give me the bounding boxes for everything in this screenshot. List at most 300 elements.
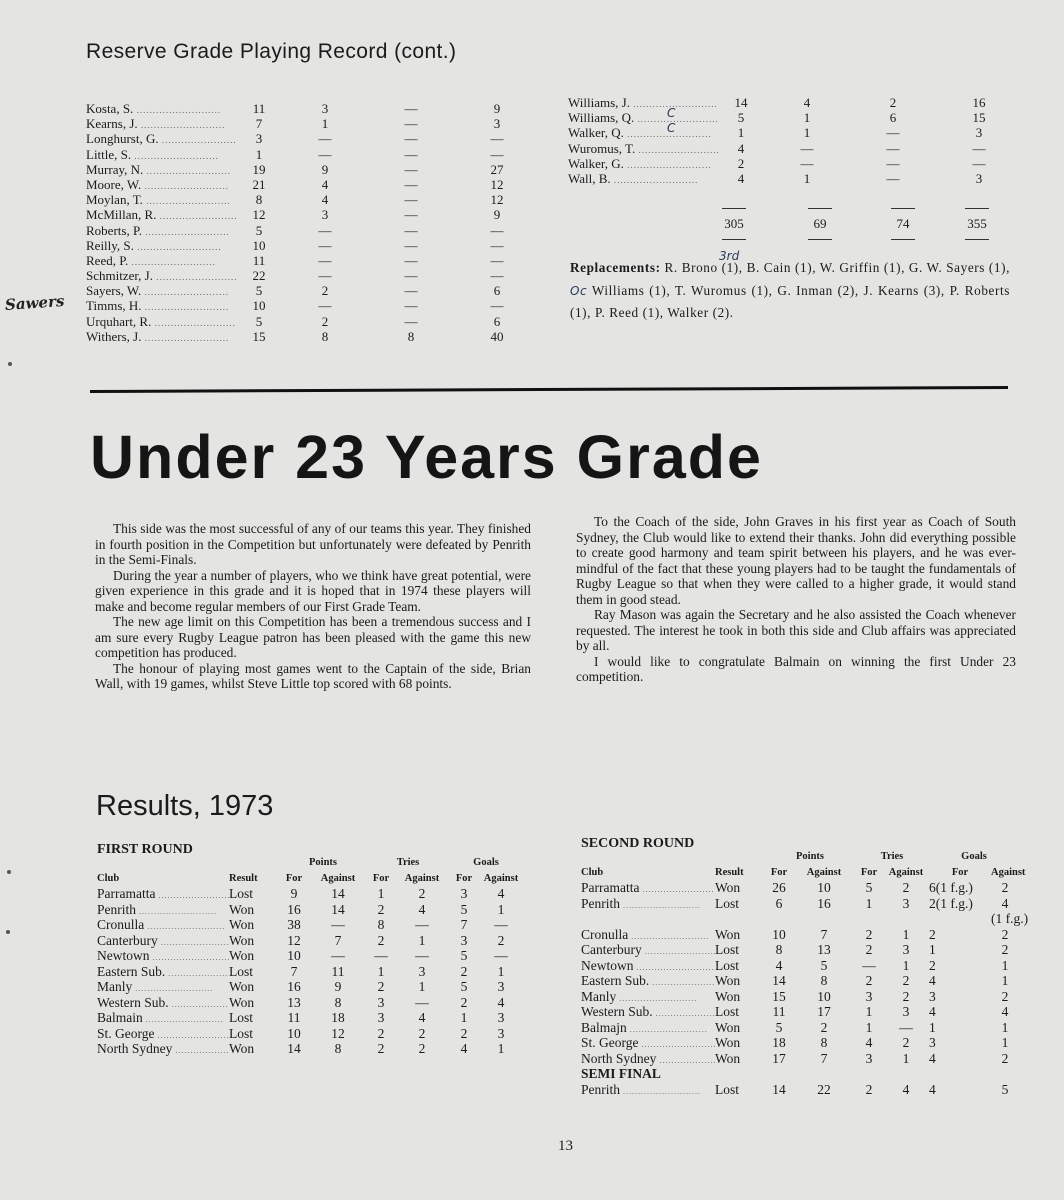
paragraph: I would like to congratulate Balmain on winning the first Under 23 competition. — [576, 653, 1016, 684]
handwritten-3rd: 3rd — [719, 249, 740, 263]
cell-result: Won — [715, 1019, 741, 1035]
player-games: 12 — [252, 207, 266, 223]
u23-title: Under 23 Years Grade — [90, 423, 763, 491]
section-divider — [90, 386, 1008, 393]
cell-tf: 1 — [865, 895, 873, 911]
cell-ga: 2 — [1001, 926, 1009, 942]
cell-tf: 8 — [377, 917, 385, 932]
cell-tf: — — [862, 957, 876, 973]
player-points: — — [490, 237, 504, 253]
cell-gf: 4 — [460, 1041, 468, 1056]
player-points: 6 — [493, 283, 501, 299]
cell-pf: 16 — [287, 901, 301, 917]
header-against: Against — [888, 866, 924, 878]
header-against: Against — [483, 872, 519, 884]
cell-ta: — — [899, 1019, 913, 1035]
cell-pa: — — [331, 917, 345, 932]
cell-tf: 2 — [377, 901, 385, 917]
player-goals: — — [404, 192, 418, 208]
player-games: 5 — [737, 110, 745, 126]
player-tries: — — [800, 140, 814, 156]
player-tries: 4 — [321, 176, 329, 192]
cell-pa: 10 — [817, 880, 831, 895]
player-row — [86, 116, 540, 131]
cell-tf: 3 — [865, 988, 873, 1004]
result-row — [581, 1020, 1019, 1036]
cell-gf: 4 — [929, 1004, 936, 1019]
player-games: 5 — [255, 222, 263, 238]
player-points: 27 — [490, 161, 504, 177]
cell-gf: 3 — [460, 932, 468, 948]
player-goals: — — [404, 116, 418, 132]
player-row — [568, 156, 1022, 171]
cell-club — [581, 911, 715, 927]
cell-ga: 1 — [1001, 1035, 1009, 1050]
result-row — [97, 979, 523, 995]
player-games: 5 — [255, 313, 263, 329]
cell-ga: — — [494, 948, 508, 963]
player-points: 40 — [490, 328, 504, 344]
cell-pa: 8 — [820, 973, 828, 988]
cell-gf: 3 — [460, 886, 468, 901]
column-header — [97, 871, 523, 887]
cell-ta: 1 — [418, 932, 426, 948]
cell-pa: 13 — [817, 942, 831, 957]
cell-club: Manly ..... — [581, 989, 715, 1005]
cell-result: Lost — [229, 1025, 254, 1041]
cell-ta: 2 — [418, 1041, 426, 1056]
player-name: Walker, Q. ..... — [568, 125, 718, 140]
cell-gf: 2 — [460, 994, 468, 1010]
player-games: 4 — [737, 170, 745, 186]
cell-tf: 5 — [865, 880, 873, 895]
cell-result: Lost — [715, 895, 740, 911]
player-goals: — — [404, 207, 418, 223]
player-tries: 8 — [321, 328, 329, 344]
cell-club: Eastern Sub. ..... — [581, 973, 715, 989]
cell-club: Penrith ..... — [97, 902, 229, 918]
player-row — [86, 192, 540, 207]
result-row — [97, 933, 523, 949]
cell-pf: 10 — [772, 926, 786, 942]
cell-tf: 2 — [377, 979, 385, 994]
player-points: 12 — [490, 176, 504, 192]
player-goals: — — [886, 170, 900, 186]
cell-pa: 7 — [820, 1050, 828, 1066]
cell-ta: 2 — [902, 1035, 910, 1050]
cell-club: Western Sub. ..... — [581, 1004, 715, 1020]
cell-result: Lost — [229, 963, 254, 979]
cell-pf: 8 — [775, 942, 783, 957]
cell-gf: 7 — [460, 917, 468, 932]
player-tries: 3 — [321, 207, 329, 223]
result-row — [97, 964, 523, 980]
cell-pa: 17 — [817, 1004, 831, 1019]
first-round-label: FIRST ROUND — [97, 842, 193, 857]
cell-ga: (1 f.g.) — [991, 911, 1029, 926]
cell-result: Lost — [229, 1010, 254, 1025]
player-row — [568, 110, 1022, 125]
player-games: 10 — [252, 298, 266, 314]
cell-pf: 14 — [772, 1081, 786, 1097]
cell-ga: 2 — [1001, 880, 1009, 895]
player-row — [568, 141, 1022, 156]
cell-ta: 1 — [902, 926, 910, 942]
cell-tf: 3 — [377, 1010, 385, 1025]
cell-club: North Sydney ..... — [581, 1051, 715, 1067]
player-games: 10 — [252, 237, 266, 253]
result-row — [581, 1035, 1019, 1051]
player-goals: — — [404, 252, 418, 268]
cell-club: Canterbury ..... — [97, 933, 229, 949]
cell-pa: 7 — [334, 932, 342, 948]
handwritten-oc: Oc — [570, 283, 588, 298]
cell-ta: — — [415, 948, 429, 963]
paragraph: This side was the most successful of any of our teams this year. They finished in fourth position in the Competition but unfortunately were defeated by Penrith in the Semi-Finals. — [95, 521, 531, 567]
total-goals: 74 — [896, 216, 910, 231]
header-club: Club — [97, 872, 120, 884]
result-row — [97, 902, 523, 918]
cell-pf: 10 — [287, 1025, 301, 1041]
player-goals: — — [404, 237, 418, 253]
cell-club: Parramatta ..... — [581, 880, 715, 896]
cell-club: Western Sub. ..... — [97, 995, 229, 1011]
cell-gf: 1 — [460, 1010, 468, 1025]
cell-result — [715, 911, 765, 927]
player-row — [568, 95, 1022, 110]
player-row — [568, 125, 1022, 140]
header-result: Result — [229, 872, 258, 884]
cell-tf — [855, 911, 883, 927]
player-row — [86, 147, 540, 162]
total-rule — [891, 208, 915, 209]
cell-pf: 7 — [290, 963, 298, 979]
cell-tf: 2 — [377, 932, 385, 948]
total-rule — [808, 239, 832, 240]
result-row — [581, 911, 1029, 927]
player-row — [568, 171, 1022, 186]
player-goals: — — [404, 283, 418, 299]
header-for: For — [372, 872, 390, 884]
cell-tf: 4 — [865, 1035, 873, 1050]
cell-result: Won — [715, 1050, 741, 1066]
cell-result: Won — [715, 973, 741, 988]
cell-pf: 26 — [772, 880, 786, 895]
result-row — [581, 958, 1019, 974]
semi-final-label: SEMI FINAL — [581, 1066, 661, 1081]
player-points: — — [490, 222, 504, 238]
cell-gf: 1 — [929, 1019, 936, 1035]
cell-club: Newtown ..... — [581, 958, 715, 974]
cell-pa: 5 — [820, 957, 828, 973]
player-name: Sayers, W. ..... — [86, 283, 236, 298]
result-row — [97, 948, 523, 964]
cell-pf: 16 — [287, 979, 301, 994]
cell-pa: 12 — [331, 1025, 345, 1041]
cell-gf: 4 — [929, 1081, 936, 1097]
cell-ta: 3 — [902, 1004, 910, 1019]
cell-ga: — — [494, 917, 508, 932]
player-name: Murray, N. ..... — [86, 162, 236, 177]
cell-club: North Sydney ..... — [97, 1041, 229, 1057]
u23-right-column — [576, 514, 1016, 685]
cell-ta: — — [415, 994, 429, 1010]
cell-ga: 4 — [1001, 895, 1009, 911]
cell-gf: 5 — [460, 948, 468, 963]
cell-pf: 18 — [772, 1035, 786, 1050]
player-goals: — — [404, 313, 418, 329]
cell-tf: 2 — [377, 1041, 385, 1056]
player-points: — — [972, 140, 986, 156]
cell-pf: 9 — [290, 886, 298, 901]
replacements-text-1: R. Brono (1), B. Cain (1), W. Griffin (1), G. W. Sayers (1), — [664, 260, 1010, 275]
column-header — [581, 865, 1026, 881]
margin-mark — [8, 362, 12, 366]
player-games: 1 — [737, 125, 745, 141]
cell-ga: 3 — [497, 1025, 505, 1041]
cell-club: Penrith ..... — [581, 896, 715, 912]
first-round-table — [97, 855, 523, 1057]
player-name: Longhurst, G. ..... — [86, 131, 236, 146]
header-points: Points — [308, 857, 337, 868]
cell-result: Won — [229, 994, 255, 1010]
player-games: 11 — [252, 101, 266, 116]
player-name: Wall, B. ..... — [568, 171, 718, 186]
player-games: 4 — [737, 140, 745, 156]
cell-tf: 2 — [865, 1081, 873, 1097]
cell-result: Won — [229, 1041, 255, 1056]
cell-tf: 1 — [377, 963, 385, 979]
player-name: Reilly, S. ..... — [86, 238, 236, 253]
player-goals: — — [886, 140, 900, 156]
header-for: For — [455, 872, 473, 884]
player-name: Kosta, S. ..... — [86, 101, 236, 116]
player-tries: — — [318, 131, 332, 147]
cell-gf: 1 — [929, 942, 936, 957]
cell-ta: 2 — [418, 886, 426, 901]
player-name: McMillan, R. ..... — [86, 207, 236, 222]
header-against: Against — [991, 866, 1026, 878]
header-for: For — [951, 866, 969, 878]
player-tries: — — [318, 146, 332, 162]
player-games: 14 — [734, 95, 748, 110]
player-tries: 1 — [803, 125, 811, 141]
player-row — [86, 268, 540, 283]
player-goals: — — [886, 155, 900, 171]
cell-ta: 4 — [418, 1010, 426, 1025]
result-row — [581, 989, 1019, 1005]
cell-tf: 2 — [377, 1025, 385, 1041]
player-games: 7 — [255, 116, 263, 132]
cell-club: Balmain ..... — [97, 1010, 229, 1026]
cell-pa: 9 — [334, 979, 342, 994]
cell-ta: 3 — [902, 942, 910, 957]
player-name: Roberts, P. ..... — [86, 223, 236, 238]
second-round-table — [581, 849, 1029, 1097]
header-spacer — [581, 849, 765, 865]
cell-pf: 6 — [775, 895, 783, 911]
player-row — [86, 238, 540, 253]
result-row — [97, 995, 523, 1011]
cell-tf: 3 — [377, 994, 385, 1010]
result-row — [581, 1051, 1019, 1067]
cell-gf: 2 — [460, 1025, 468, 1041]
semi-final-row — [581, 1082, 1019, 1098]
player-goals: 8 — [407, 328, 415, 344]
player-points: 6 — [493, 313, 501, 329]
cell-result: Won — [715, 988, 741, 1004]
cell-ga: 2 — [1001, 942, 1009, 957]
player-goals: — — [404, 176, 418, 192]
player-row — [86, 177, 540, 192]
cell-pa: 2 — [820, 1019, 828, 1035]
cell-pf: 12 — [287, 932, 301, 948]
cell-result: Won — [715, 926, 741, 942]
player-row — [86, 131, 540, 146]
cell-club: Cronulla ..... — [581, 927, 715, 943]
player-tries: 9 — [321, 161, 329, 177]
cell-ga: 4 — [1001, 1004, 1009, 1019]
player-tries: — — [318, 222, 332, 238]
cell-result: Lost — [715, 1081, 740, 1097]
cell-tf: 2 — [865, 926, 873, 942]
cell-result: Won — [229, 901, 255, 917]
result-row — [581, 942, 1019, 958]
player-tries: — — [318, 268, 332, 284]
player-name: Withers, J. ..... — [86, 329, 236, 344]
player-points: — — [490, 252, 504, 268]
player-name: Williams, J. ..... — [568, 95, 718, 110]
header-for: For — [860, 866, 878, 878]
cell-ta: 4 — [418, 901, 426, 917]
replacements-note — [570, 257, 1010, 325]
player-points: 3 — [493, 116, 501, 132]
player-row — [86, 223, 540, 238]
cell-pf: 17 — [772, 1050, 786, 1066]
cell-result: Won — [229, 979, 255, 994]
cell-ga: 4 — [497, 994, 505, 1010]
cell-pf: 11 — [772, 1004, 786, 1019]
cell-ta: — — [415, 917, 429, 932]
cell-pf: 4 — [775, 957, 783, 973]
cell-ga: 1 — [1001, 1019, 1009, 1035]
cell-club: Canterbury ..... — [581, 942, 715, 958]
player-points: 9 — [493, 101, 501, 116]
column-group-header — [97, 855, 523, 871]
player-tries: — — [318, 298, 332, 314]
cell-gf: 2 — [460, 963, 468, 979]
cell-gf: 2 — [929, 957, 936, 973]
player-tries: 4 — [321, 192, 329, 208]
cell-pf: 5 — [775, 1019, 783, 1035]
cell-ta: 2 — [902, 973, 910, 988]
player-goals: — — [404, 222, 418, 238]
cell-pa: 18 — [331, 1010, 345, 1025]
cell-ta: 2 — [902, 880, 910, 895]
page-number: 13 — [558, 1138, 573, 1154]
cell-ta: 3 — [418, 963, 426, 979]
cell-club: Balmajn ..... — [581, 1020, 715, 1036]
player-points: 9 — [493, 207, 501, 223]
replacements-text-2: Williams (1), T. Wuromus (1), G. Inman (2), J. Kearns (3), P. Roberts (1), P. Reed (1), Walker (2). — [570, 282, 1010, 320]
cell-ga: 2 — [1001, 988, 1009, 1004]
player-games: 3 — [255, 131, 263, 147]
cell-result: Won — [229, 932, 255, 948]
player-goals: — — [404, 101, 418, 116]
player-points: — — [972, 155, 986, 171]
cell-club: St. George ..... — [581, 1035, 715, 1051]
player-games: 2 — [737, 155, 745, 171]
cell-ta: 1 — [902, 1050, 910, 1066]
result-row — [581, 973, 1019, 989]
total-points: 355 — [967, 216, 987, 231]
player-points: 12 — [490, 192, 504, 208]
player-tries: 4 — [803, 95, 811, 110]
cell-ga: 1 — [497, 1041, 505, 1056]
cell-ga: 4 — [497, 886, 505, 901]
cell-gf: 5 — [460, 901, 468, 917]
cell-ga: 2 — [1001, 1050, 1009, 1066]
header-against: Against — [320, 872, 356, 884]
cell-pa: 8 — [334, 994, 342, 1010]
cell-gf: 6(1 f.g.) — [929, 880, 973, 895]
cell-ga: 1 — [497, 963, 505, 979]
player-tries: 2 — [321, 283, 329, 299]
cell-pf: 38 — [287, 917, 301, 932]
player-tries: — — [800, 155, 814, 171]
header-tries: Tries — [880, 851, 904, 862]
paragraph: During the year a number of players, who we think have great potential, were given experience in this grade and it is hoped that in 1974 these players will make and become regular members of our First Grade Team. — [95, 567, 531, 614]
cell-tf: 2 — [865, 942, 873, 957]
cell-ta: 1 — [902, 957, 910, 973]
player-goals: 6 — [889, 110, 897, 126]
player-points: — — [490, 268, 504, 284]
cell-pa — [793, 911, 855, 927]
cell-result: Lost — [715, 942, 740, 957]
cell-ta: 2 — [902, 988, 910, 1004]
player-row — [86, 162, 540, 177]
result-row — [97, 1041, 523, 1057]
cell-club: Manly ..... — [97, 979, 229, 995]
player-points: — — [490, 298, 504, 314]
cell-tf: — — [374, 948, 388, 963]
result-row — [581, 927, 1019, 943]
player-points: 16 — [972, 95, 986, 110]
result-row — [97, 1026, 523, 1042]
cell-pf: 10 — [287, 948, 301, 963]
player-name: Kearns, J. ..... — [86, 116, 236, 131]
paragraph: To the Coach of the side, John Graves in his first year as Coach of South Sydney, the Club would like to extend their thanks. John did everything possible to create good harmony and team spirit between his players, and he was ever-mindful of the fact that these young players had to be taught the fundamentals of Rugby League so that when they were called to a higher grade, it would stand them in good stead. — [576, 514, 1016, 607]
header-for: For — [770, 866, 788, 878]
player-games: 5 — [255, 283, 263, 299]
cell-ga: 3 — [497, 1010, 505, 1025]
cell-pf: 11 — [287, 1010, 301, 1025]
player-name: Moylan, T. ..... — [86, 192, 236, 207]
player-points: 3 — [975, 170, 983, 186]
result-row — [581, 1004, 1019, 1020]
cell-result: Won — [229, 917, 255, 932]
cell-gf: 4 — [929, 973, 936, 988]
cell-club: Cronulla ..... — [97, 917, 229, 933]
cell-pa: 22 — [817, 1081, 831, 1097]
cell-pf: 14 — [772, 973, 786, 988]
total-rule — [722, 239, 746, 240]
player-goals: — — [886, 125, 900, 141]
cell-gf: 2(1 f.g.) — [929, 895, 973, 911]
header-points: Points — [795, 851, 824, 862]
cell-pa: 14 — [331, 901, 345, 917]
player-tries: 1 — [321, 116, 329, 132]
